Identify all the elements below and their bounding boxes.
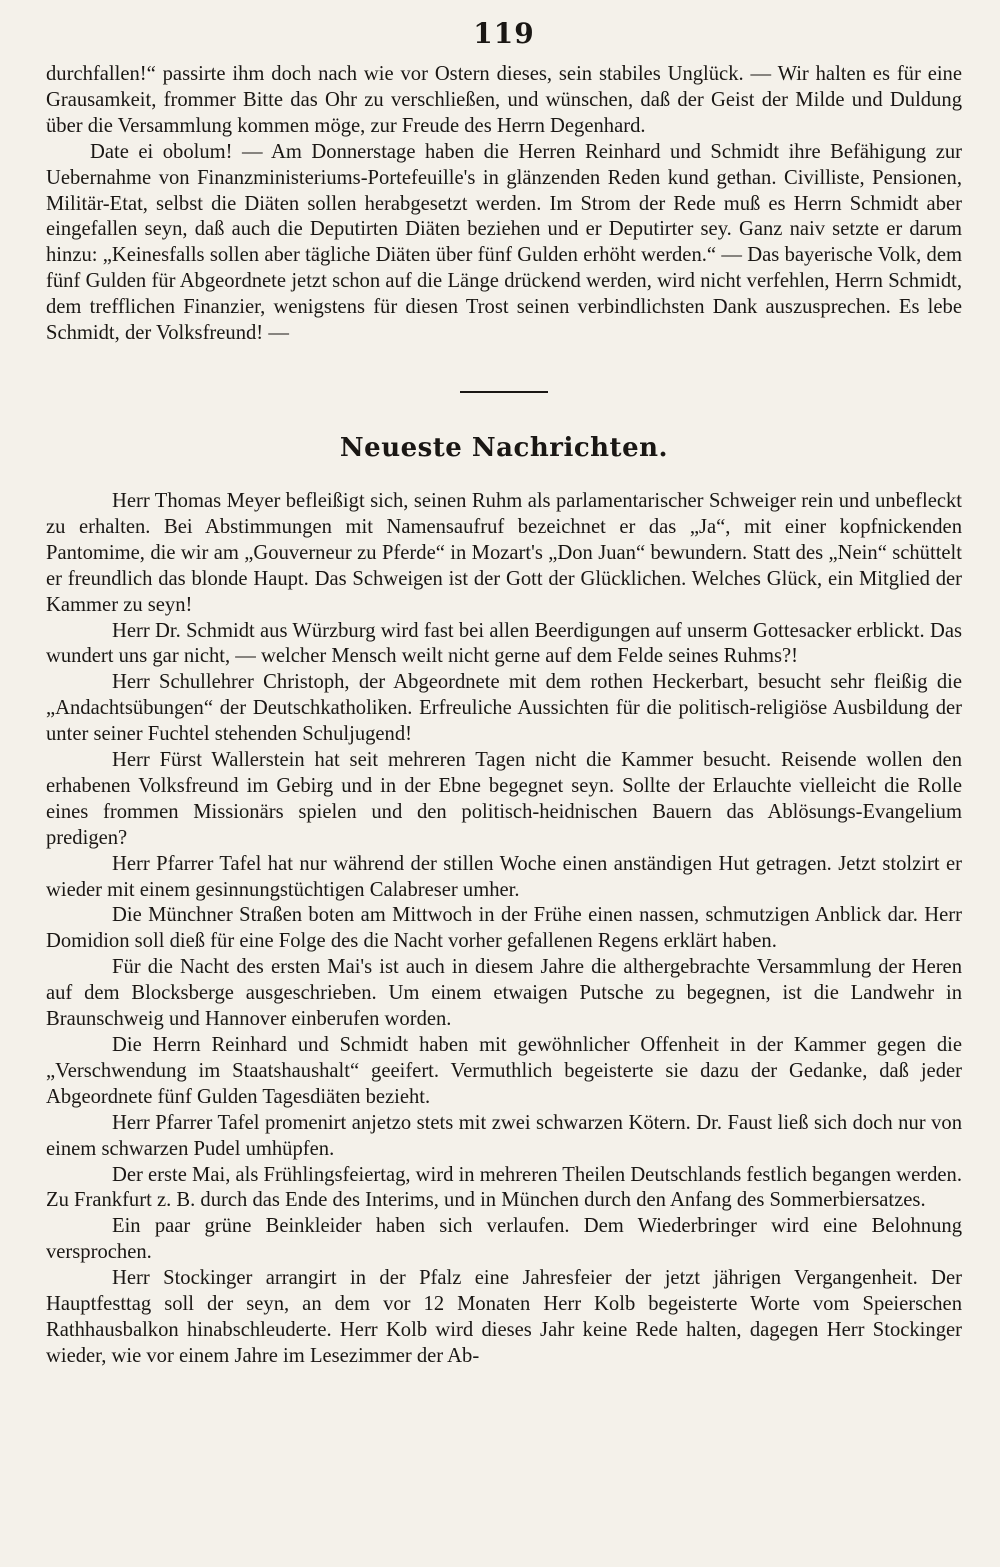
news-item: Herr Pfarrer Tafel hat nur während der stillen Woche einen anständigen Hut getragen. Jetzt stolzirt er wieder mit einem gesinnungstüchtigen Calabreser umher. <box>46 852 962 901</box>
news-item: Herr Stockinger arrangirt in der Pfalz eine Jahresfeier der jetzt jährigen Vergangenheit. Der Hauptfesttag soll der seyn, an dem vor 12 Monaten Herr Kolb begeisterte Worte vom Speierschen Rathhausbalkon hinabschleuderte. Herr Kolb wird dieses Jahr keine Rede halten, dagegen Herr Stockinger wieder, wie vor einem Jahre im Lesezimmer der Ab- <box>46 1267 962 1367</box>
news-item: Herr Dr. Schmidt aus Würzburg wird fast bei allen Beerdigungen auf unserm Gottesacker erblickt. Das wundert uns gar nicht, — welcher Mensch weilt nicht gerne auf dem Felde seines Ruhms?! <box>46 619 962 668</box>
page-number: 119 <box>473 17 535 50</box>
news-section <box>46 489 962 1370</box>
news-item: Herr Thomas Meyer befleißigt sich, seinen Ruhm als parlamentarischer Schweiger rein und unbefleckt zu erhalten. Bei Abstimmungen mit Namensaufruf bezeichnet er das „Ja“, mit einer kopfnickenden Pantomime, die wir am „Gouverneur zu Pferde“ in Mozart's „Don Juan“ bewundern. Statt des „Nein“ schüttelt er freundlich das blonde Haupt. Das Schweigen ist der Gott der Glücklichen. Welches Glück, ein Mitglied der Kammer zu seyn! <box>46 489 962 616</box>
article-continuation <box>46 62 962 347</box>
news-item: Die Herrn Reinhard und Schmidt haben mit gewöhnlicher Offenheit in der Kammer gegen die „Verschwendung im Staatshaushalt“ geeifert. Vermuthlich begeisterte sie dazu der Gedanke, daß jeder Abgeordnete fünf Gulden Tagesdiäten bezieht. <box>46 1034 962 1108</box>
news-item: Herr Fürst Wallerstein hat seit mehreren Tagen nicht die Kammer besucht. Reisende wollen den erhabenen Volksfreund im Gebirg und in der Ebne begegnet seyn. Sollte der Erlauchte vielleicht die Rolle eines frommen Missionärs spielen und den politisch-heidnischen Bauern das Ablösungs-Evangelium predigen? <box>46 749 962 849</box>
news-item: Für die Nacht des ersten Mai's ist auch in diesem Jahre die althergebrachte Versammlung der Heren auf dem Blocksberge ausgeschrieben. Um einem etwaigen Putsche zu begegnen, ist die Landwehr in Braunschweig und Hannover einberufen worden. <box>46 956 962 1031</box>
news-item: Die Münchner Straßen boten am Mittwoch in der Frühe einen nassen, schmutzigen Anblick dar. Herr Domidion soll dieß für eine Folge des die Nacht vorher gefallenen Regens erklärt haben. <box>46 904 962 953</box>
paragraph: durchfallen!“ passirte ihm doch nach wie vor Ostern dieses, sein stabiles Unglück. — Wir halten es für eine Grausamkeit, frommer Bitte das Ohr zu verschließen, und wünschen, daß der Geist der Milde und Duldung über die Versammlung kommen möge, zur Freude des Herrn Degenhard. <box>46 63 962 137</box>
news-item: Der erste Mai, als Frühlingsfeiertag, wird in mehreren Theilen Deutschlands festlich begangen werden. Zu Frankfurt z. B. durch das Ende des Interims, und in München durch den Anfang des Sommerbiersatzes. <box>46 1163 962 1212</box>
section-divider <box>460 391 548 393</box>
news-item: Ein paar grüne Beinkleider haben sich verlaufen. Dem Wiederbringer wird eine Belohnung versprochen. <box>46 1215 962 1264</box>
paragraph: Date ei obolum! — Am Donnerstage haben die Herren Reinhard und Schmidt ihre Befähigung zur Uebernahme von Finanzministeriums-Portefeuille's in glänzenden Reden kund gethan. Civilliste, Pensionen, Militär-Etat, selbst die Diäten sollen herabgesetzt werden. Im Strom der Rede muß es Herrn Schmidt aber eingefallen seyn, daß auch die Deputirten Diäten beziehen und er Deputirter sey. Ganz naiv setzte er darum hinzu: „Keinesfalls sollen aber tägliche Diäten über fünf Gulden erhöht werden.“ — Das bayerische Volk, dem fünf Gulden für Abgeordnete jetzt schon auf die Länge drückend werden, wird nicht verfehlen, Herrn Schmidt, dem trefflichen Finanzier, wenigstens für diesen Trost seinen verbindlichsten Dank auszusprechen. Es lebe Schmidt, der Volksfreund! — <box>46 140 962 345</box>
news-item: Herr Schullehrer Christoph, der Abgeordnete mit dem rothen Heckerbart, besucht sehr fleißig die „Andachtsübungen“ der Deutschkatholiken. Erfreuliche Aussichten für die politisch-religiöse Ausbildung der unter seiner Fuchtel stehenden Schuljugend! <box>46 671 962 746</box>
news-item: Herr Pfarrer Tafel promenirt anjetzo stets mit zwei schwarzen Kötern. Dr. Faust ließ sich doch nur von einem schwarzen Pudel umhüpfen. <box>46 1111 962 1160</box>
section-heading: Neueste Nachrichten. <box>339 432 669 463</box>
